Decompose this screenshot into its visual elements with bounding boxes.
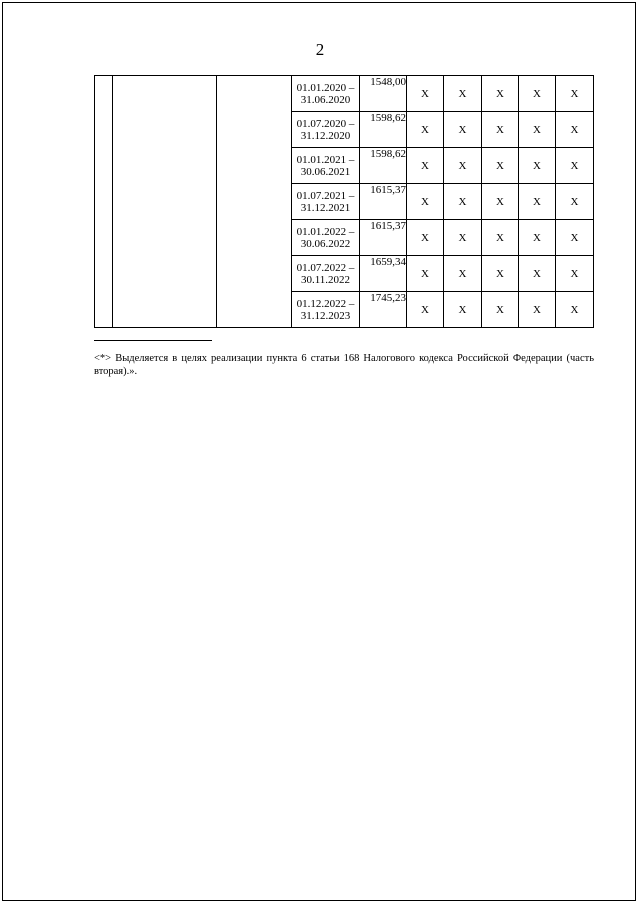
mark-cell: X [407,112,444,148]
period-cell: 01.07.2020 – 31.12.2020 [292,112,360,148]
mark-cell: X [556,256,594,292]
merged-empty-cell [95,76,113,328]
mark-cell: X [482,256,519,292]
period-cell: 01.01.2022 – 30.06.2022 [292,220,360,256]
mark-cell: X [444,112,482,148]
mark-cell: X [482,76,519,112]
period-cell: 01.12.2022 – 31.12.2023 [292,292,360,328]
price-cell: 1615,37 [360,220,407,256]
period-cell: 01.01.2021 – 30.06.2021 [292,148,360,184]
mark-cell: X [482,184,519,220]
mark-cell: X [407,148,444,184]
price-cell: 1598,62 [360,112,407,148]
mark-cell: X [556,112,594,148]
merged-empty-cell [217,76,292,328]
mark-cell: X [519,148,556,184]
mark-cell: X [519,76,556,112]
mark-cell: X [519,256,556,292]
mark-cell: X [407,256,444,292]
mark-cell: X [556,76,594,112]
footnote-separator [94,340,212,341]
period-cell: 01.01.2020 – 31.06.2020 [292,76,360,112]
mark-cell: X [407,76,444,112]
table-body [95,76,594,328]
price-cell: 1548,00 [360,76,407,112]
mark-cell: X [407,292,444,328]
mark-cell: X [444,184,482,220]
mark-cell: X [444,256,482,292]
mark-cell: X [556,184,594,220]
tariff-table [94,75,594,328]
mark-cell: X [444,76,482,112]
mark-cell: X [407,184,444,220]
mark-cell: X [407,220,444,256]
period-cell: 01.07.2022 – 30.11.2022 [292,256,360,292]
price-cell: 1615,37 [360,184,407,220]
mark-cell: X [519,292,556,328]
mark-cell: X [444,220,482,256]
mark-cell: X [482,148,519,184]
price-cell: 1598,62 [360,148,407,184]
mark-cell: X [519,112,556,148]
mark-cell: X [444,148,482,184]
mark-cell: X [519,220,556,256]
mark-cell: X [444,292,482,328]
period-cell: 01.07.2021 – 31.12.2021 [292,184,360,220]
merged-empty-cell [113,76,217,328]
mark-cell: X [556,148,594,184]
mark-cell: X [482,292,519,328]
price-cell: 1659,34 [360,256,407,292]
page-number: 2 [315,40,325,59]
table-row [95,76,594,112]
footnote-text: <*> Выделяется в целях реализации пункта 6 статьи 168 Налогового кодекса Российской Федерации (часть вторая).». [94,353,594,377]
mark-cell: X [519,184,556,220]
price-cell: 1745,23 [360,292,407,328]
mark-cell: X [556,292,594,328]
mark-cell: X [482,112,519,148]
mark-cell: X [556,220,594,256]
mark-cell: X [482,220,519,256]
